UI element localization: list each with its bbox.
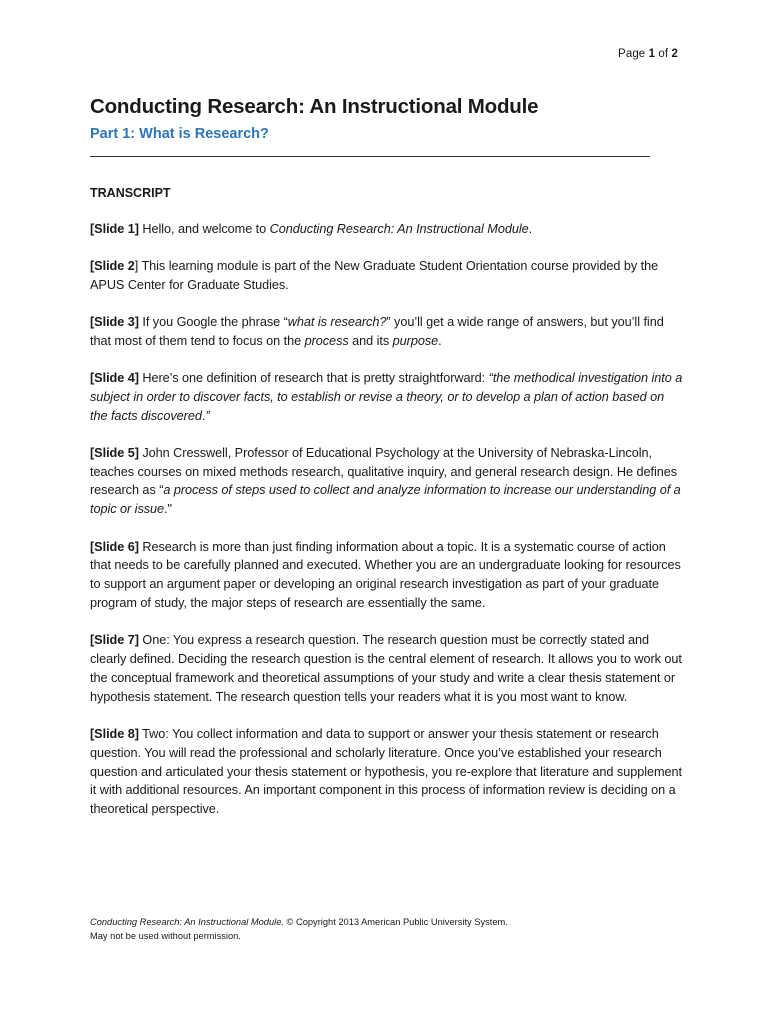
slide-italic-text: “the methodical investigation into a subject in order to discover facts, to establish or revise a theory, or to develop a plan of action based on the facts discovered — [90, 370, 683, 423]
slide-italic-text: Conducting Research: An Instructional Module — [269, 221, 529, 236]
slide-label: [Slide 1] — [90, 221, 139, 236]
slide-label: [Slide 5] — [90, 445, 139, 460]
slide-italic-text: purpose — [392, 333, 439, 348]
page-number-total: 2 — [671, 48, 678, 60]
slide-text: Research is more than just finding information about a topic. It is a systematic course of action that needs to be carefully planned and executed. Whether you are an undergraduate looking for resources to support an argument paper or developing an original research investigation as part of your graduate program of study, the major steps of research are essentially the same. — [90, 539, 681, 610]
slide-label: [Slide 7] — [90, 633, 139, 648]
slide-text: . — [528, 221, 533, 236]
document-title: Conducting Research: An Instructional Module — [90, 95, 539, 118]
footer-title: Conducting Research: An Instructional Module. — [90, 917, 284, 927]
slide-paragraph — [90, 369, 684, 425]
page-number-of: of — [655, 48, 672, 60]
slide-paragraph — [90, 220, 684, 239]
slide-text: . — [201, 408, 206, 423]
slide-paragraph — [90, 257, 684, 295]
slide-paragraph — [90, 725, 684, 819]
document-subtitle: Part 1: What is Research? — [90, 126, 269, 142]
slide-italic-text: a process of steps used to collect and analyze information to increase our understanding of a topic or issue — [90, 483, 681, 517]
footer-line-1 — [90, 915, 508, 929]
slide-text: John Cresswell, Professor of Educational Psychology at the University of Nebraska-Lincoln, teaches courses on mixed methods research, qualitative inquiry, and general research design. He defines research as “ — [90, 445, 678, 498]
page-number-current: 1 — [648, 48, 656, 60]
slide-text: and its — [348, 333, 393, 348]
slide-text: Two: You collect information and data to support or answer your thesis statement or research question. You will read the professional and scholarly literature. Once you’ve established your research question and articulated your thesis statement or hypothesis, you re-explore that literature and supplement it with additional resources. An important component in this process of information review is deciding on a theoretical perspective. — [90, 726, 683, 817]
transcript-heading: TRANSCRIPT — [90, 186, 171, 200]
slide-italic-text: what is research? — [287, 314, 387, 329]
slide-text: Hello, and welcome to — [138, 221, 270, 236]
slide-label: [Slide 4] — [90, 370, 139, 385]
footer-copyright: © Copyright 2013 American Public University System. — [283, 917, 508, 927]
slide-label: [Slide 6] — [90, 539, 139, 554]
slide-text: ] This learning module is part of the New Graduate Student Orientation course provided by the APUS Center for Graduate Studies. — [90, 258, 659, 292]
slide-text: Here’s one definition of research that is pretty straightforward: — [138, 370, 489, 385]
slide-paragraph — [90, 444, 684, 519]
title-rule — [90, 156, 650, 157]
page-number — [618, 48, 678, 60]
slide-text: ." — [164, 502, 172, 517]
page-number-prefix: Page — [618, 48, 649, 60]
footer — [90, 915, 508, 943]
slide-label: [Slide 8] — [90, 726, 139, 741]
slides-list — [90, 220, 684, 819]
slide-text: One: You express a research question. The research question must be correctly stated and clearly defined. Deciding the research question is the central element of research. It allows you to work out the conceptual framework and theoretical assumptions of your study and write a clear thesis statement or hypothesis statement. The research question tells your readers what it is you most want to know. — [90, 633, 682, 704]
slide-text: ” you’ll get a wide range of answers, but you’ll find that most of them tend to focus on the — [90, 314, 664, 348]
slide-paragraph — [90, 631, 684, 706]
slide-paragraph — [90, 313, 684, 351]
slide-text: If you Google the phrase “ — [138, 314, 288, 329]
slide-label: [Slide 2 — [90, 258, 135, 273]
slide-label: [Slide 3] — [90, 314, 139, 329]
slide-paragraph — [90, 538, 684, 613]
slide-italic-text: process — [304, 333, 349, 348]
footer-notice: May not be used without permission. — [90, 931, 241, 941]
document-content — [90, 94, 684, 832]
slide-italic-text: ” — [205, 408, 210, 423]
slide-text: . — [438, 333, 442, 348]
